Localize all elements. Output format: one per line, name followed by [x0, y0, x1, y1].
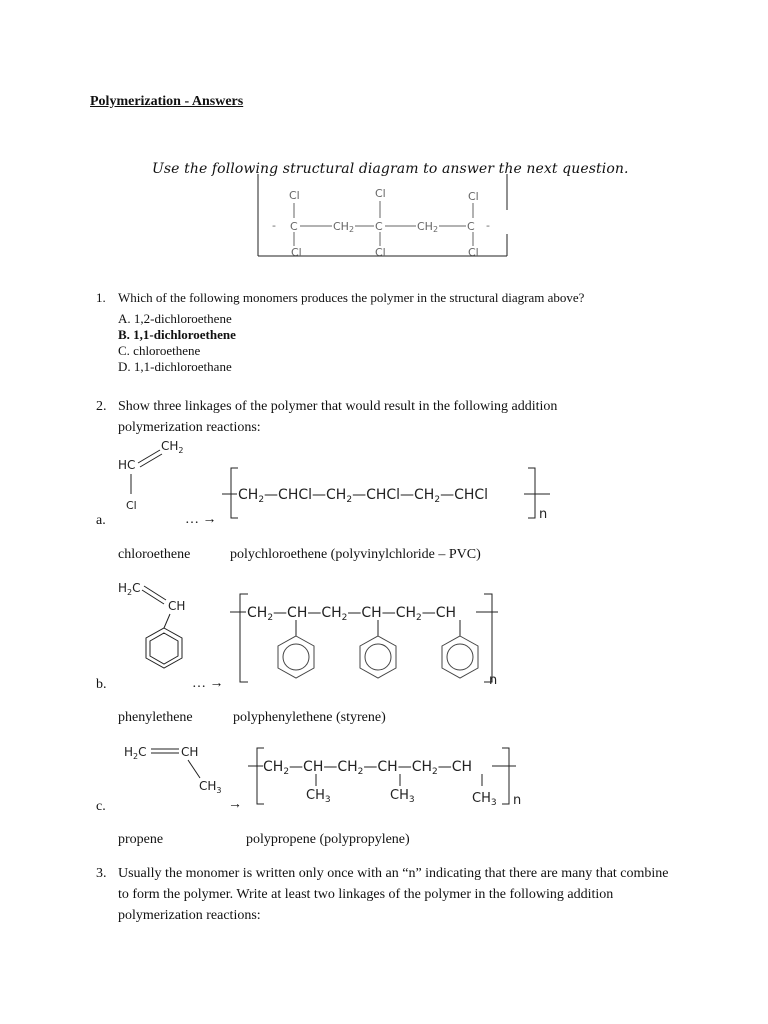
svg-text:Cl: Cl	[126, 499, 137, 512]
svg-text:CH3: $CH_3$	[199, 779, 222, 795]
ch2-1: CH2	[333, 220, 355, 234]
structural-diagram	[255, 172, 511, 260]
question-stem: Which of the following monomers produces the polymer in the structural diagram above?	[118, 290, 585, 305]
cl-bot-2: Cl	[375, 246, 386, 259]
polypropylene-polymer	[248, 746, 528, 810]
cl-top-2: Cl	[375, 187, 386, 200]
svg-text:CH3: $CH_3$	[472, 791, 497, 808]
cl-top-1: Cl	[289, 189, 300, 202]
part-b-arrow: … →	[192, 676, 224, 691]
svg-text:H2C: $H_2C$	[118, 581, 141, 597]
question-stem: Show three linkages of the polymer that would result in the following addition polymerization reactions:	[118, 399, 558, 435]
question-stem: Usually the monomer is written only once with an “n” indicating that there are many that combine to form the polymer. Write at least two linkages of the polymer in the following addition polymerization reactions:	[118, 866, 669, 923]
chloroethene-structure	[114, 436, 194, 512]
pvc-polymer	[222, 466, 552, 524]
part-a-monomer-name: chloroethene	[118, 547, 191, 562]
intro-text: Use the following structural diagram to answer the next question.	[152, 161, 629, 177]
svg-text:H2C: $H_2C$	[124, 745, 147, 761]
question-number: 1.	[96, 290, 106, 305]
propene-structure	[118, 740, 228, 800]
question-number: 3.	[96, 866, 107, 881]
svg-text:CH: CH	[181, 745, 199, 759]
option-c: C. chloroethene	[118, 343, 201, 358]
question-number: 2.	[96, 399, 107, 414]
svg-text:CH3: $CH_3$	[390, 788, 415, 805]
part-a-letter: a.	[96, 513, 106, 528]
c-3: C	[467, 220, 475, 233]
svg-text:CH: CH	[168, 599, 186, 613]
option-b: B. 1,1-dichloroethene	[118, 327, 236, 342]
page-title: Polymerization - Answers	[90, 94, 244, 109]
option-d: D. 1,1-dichloroethane	[118, 359, 232, 374]
part-c-arrow: →	[228, 797, 242, 812]
part-c-polymer-name: polypropene (polypropylene)	[246, 832, 410, 847]
svg-text:CH2—CH—CH2—CH—CH2—CH: $CH_2—CH—CH_2—CH—CH_2—CH$	[247, 605, 457, 623]
part-b-polymer-name: polyphenylethene (styrene)	[233, 710, 386, 725]
svg-text:CH2: $CH_2$	[161, 439, 184, 455]
part-c-letter: c.	[96, 799, 106, 814]
part-c-monomer-name: propene	[118, 832, 164, 847]
n-subscript: n	[489, 673, 498, 688]
svg-text:HC: HC	[118, 458, 136, 472]
part-a-arrow: … →	[185, 512, 217, 527]
n-subscript: n	[539, 507, 548, 522]
svg-text:CH2—CH—CH2—CH—CH2—CH: $CH_2—CH—CH_2—CH—CH_2—CH$	[263, 759, 473, 777]
part-a-polymer-name: polychloroethene (polyvinylchloride – PVC)	[230, 547, 481, 562]
cl-bot-1: Cl	[291, 246, 302, 259]
c-2: C	[375, 220, 383, 233]
option-a: A. 1,2-dichloroethene	[118, 311, 232, 326]
part-b-letter: b.	[96, 677, 107, 692]
ch2-2: CH2	[417, 220, 439, 234]
part-b-monomer-name: phenylethene	[118, 710, 193, 725]
dash-right: -	[486, 219, 490, 232]
svg-text:CH2—CHCl—CH2—CHCl—CH2—CHCl: $CH_2—CHCl—CH_2—CHCl—CH_2—CHCl$	[238, 487, 489, 505]
phenylethene-structure	[114, 576, 194, 676]
n-subscript: n	[513, 793, 522, 808]
dash-left: -	[272, 219, 276, 232]
c-1: C	[290, 220, 298, 233]
cl-bot-3: Cl	[468, 246, 479, 259]
cl-top-3: Cl	[468, 190, 479, 203]
polystyrene-polymer	[228, 590, 503, 690]
svg-text:CH3: $CH_3$	[306, 788, 331, 805]
